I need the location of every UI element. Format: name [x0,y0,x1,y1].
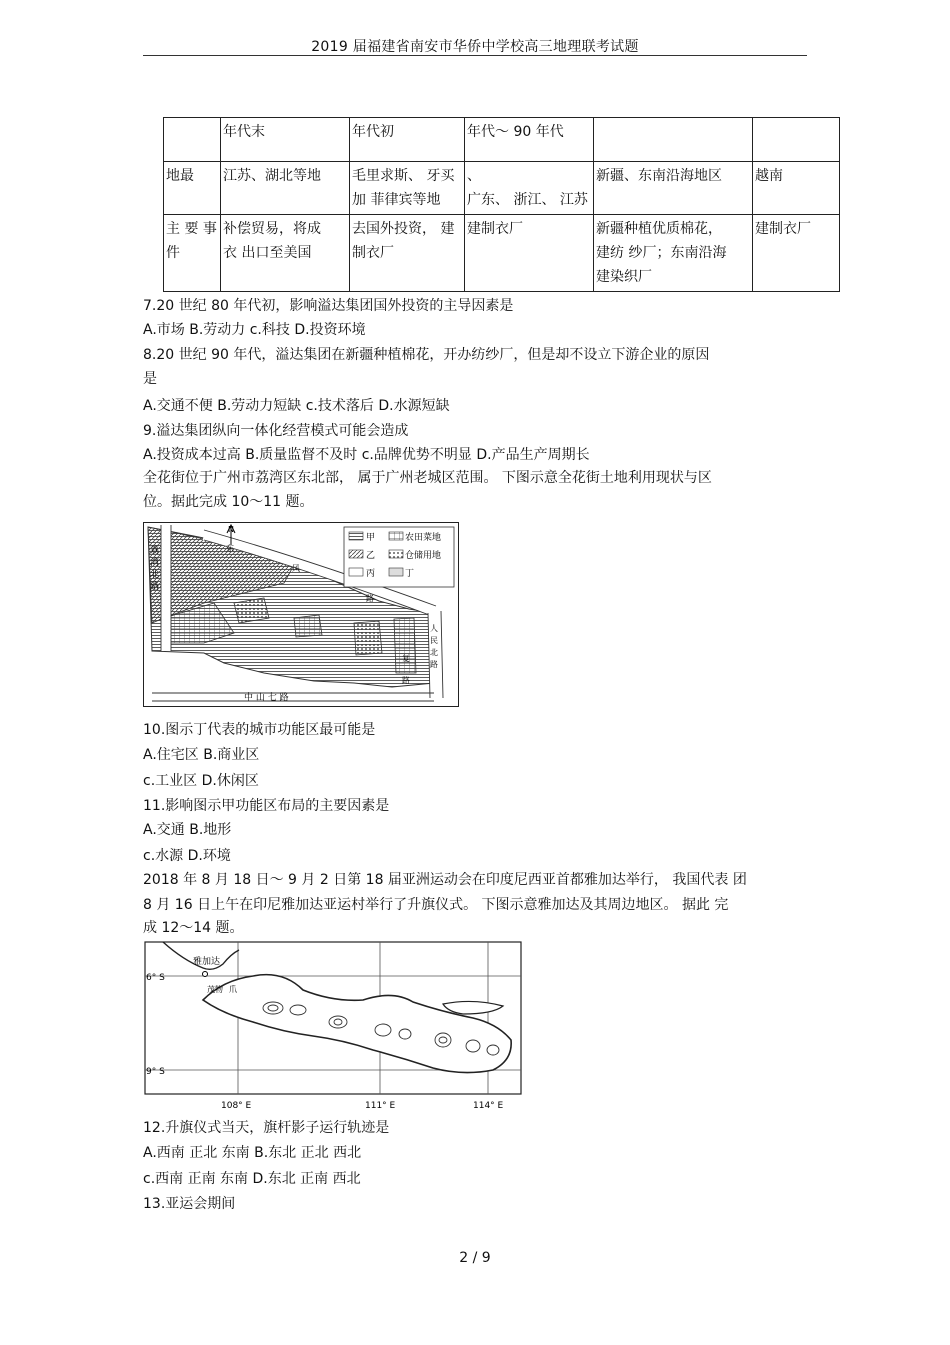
question-8-options: A.交通不便 B.劳动力短缺 c.技术落后 D.水源短缺 [143,398,450,414]
passage-2-line-1: 2018 年 8 月 18 日～ 9 月 2 日第 18 届亚洲运动会在印度尼西亚首都雅加达举行， 我国代表 团 [143,872,747,888]
question-11-options-1: A.交通 B.地形 [143,822,232,838]
question-7-stem: 7.20 世纪 80 年代初，影响溢达集团国外投资的主导因素是 [143,298,514,314]
question-10-options-1: A.住宅区 B.商业区 [143,747,260,763]
legend-label: 仓储用地 [405,551,442,561]
java-map [143,940,525,1112]
question-8-stem-cont: 是 [143,371,157,387]
table-cell: 、 广东、 浙江、 江苏 [465,162,594,215]
table-cell: 年代初 [350,118,465,162]
right-road-label-2: 路 [402,676,410,685]
north-label: N [228,525,234,534]
land-use-map-drawing [144,523,458,706]
land-use-map [143,522,459,707]
road-top-label-2: 风 [292,564,300,573]
question-11-stem: 11.影响图示甲功能区布局的主要因素是 [143,798,390,814]
west-road-label-4: 路 [150,582,160,592]
road-mid-label: 路 [366,594,374,603]
right-road-label: 复 [402,654,410,663]
table-cell: 建制衣厂 [753,215,840,292]
question-10-stem: 10.图示丁代表的城市功能区最可能是 [143,722,376,738]
west-road-label-1: 荔 [150,546,160,556]
question-8-stem: 8.20 世纪 90 年代，溢达集团在新疆种植棉花，开办纺纱厂，但是却不设立下游企业的原因 [143,347,710,363]
table-cell: 建制衣厂 [465,215,594,292]
table-cell: 越南 [753,162,840,215]
legend-label: 农田菜地 [405,533,442,543]
legend-label: 乙 [366,551,376,561]
company-history-table [163,117,840,292]
page-header-title: 2019 届福建省南安市华侨中学校高三地理联考试题 [311,39,639,55]
south-road-label: 中 山 七 路 [244,693,289,703]
question-7-options: A.市场 B.劳动力 c.科技 D.投资环境 [143,322,366,338]
question-11-options-2: c.水源 D.环境 [143,848,231,864]
west-road-label-2: 湾 [150,558,160,568]
question-12-options-1: A.西南 正北 东南 B.东北 正北 西北 [143,1145,362,1161]
table-cell: 毛里求斯、 牙买 加 菲律宾等地 [350,162,465,215]
page-number: 2 / 9 [459,1250,491,1266]
table-cell [594,118,753,162]
table-cell [753,118,840,162]
java-map-drawing [143,940,525,1112]
java-label: 爪 [229,985,237,994]
legend-label: 甲 [366,533,376,543]
passage-1-line-2: 位。据此完成 10～11 题。 [143,494,314,510]
west-road-label-3: 北 [150,570,160,580]
passage-2-line-2: 8 月 16 日上午在印尼雅加达亚运村举行了升旗仪式。 下图示意雅加达及其周边地区。 据此 完 [143,897,729,913]
table-cell: 补偿贸易，将成 衣 出口至美国 [221,215,350,292]
table-cell: 主 要 事 件 [164,215,221,292]
table-row [164,162,840,215]
question-9-stem: 9.溢达集团纵向一体化经营模式可能会造成 [143,423,409,439]
east-road-label-3: 北 [430,648,438,657]
table-cell: 年代末 [221,118,350,162]
latitude-label: 6° S [146,973,165,983]
question-13-stem: 13.亚运会期间 [143,1196,236,1212]
legend-label: 丙 [366,569,376,579]
latitude-label: 9° S [146,1067,165,1077]
table-cell: 新疆种植优质棉花， 建纺 纱厂；东南沿海 建染织厂 [594,215,753,292]
table-cell: 地最 [164,162,221,215]
table-cell [164,118,221,162]
question-9-options: A.投资成本过高 B.质量监督不及时 c.品牌优势不明显 D.产品生产周期长 [143,447,590,463]
passage-1-line-1: 全花街位于广州市荔湾区东北部， 属于广州老城区范围。 下图示意全花街土地利用现状与区 [143,470,712,486]
bogor-label: 茂物 [207,985,223,994]
question-12-stem: 12.升旗仪式当天，旗杆影子运行轨迹是 [143,1120,390,1136]
jakarta-label: 雅加达 [193,957,221,967]
longitude-label: 114° E [473,1101,504,1111]
table-cell: 去国外投资， 建 制衣厂 [350,215,465,292]
legend-label: 丁 [405,569,415,579]
table-cell: 江苏、湖北等地 [221,162,350,215]
east-road-label-1: 人 [430,624,438,633]
east-road-label-4: 路 [430,660,438,669]
table-cell: 新疆、东南沿海地区 [594,162,753,215]
road-top-label-1: 东 [226,544,234,553]
table-row [164,118,840,162]
passage-2-line-3: 成 12～14 题。 [143,920,244,936]
longitude-label: 111° E [365,1101,396,1111]
question-12-options-2: c.西南 正南 东南 D.东北 正南 西北 [143,1171,361,1187]
east-road-label-2: 民 [430,636,438,645]
header-divider [143,55,807,56]
question-10-options-2: c.工业区 D.休闲区 [143,773,259,789]
table-cell: 年代～ 90 年代 [465,118,594,162]
longitude-label: 108° E [221,1101,252,1111]
table-row [164,215,840,292]
